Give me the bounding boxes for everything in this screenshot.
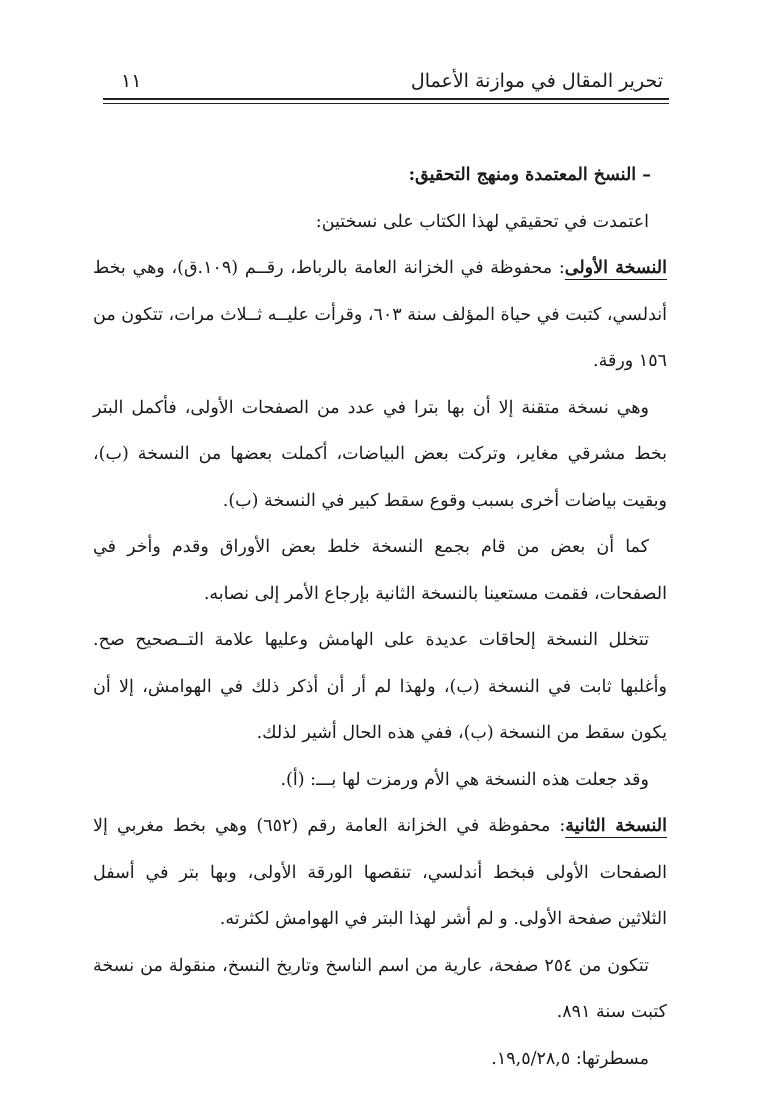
paragraph-3: كما أن بعض من قام بجمع النسخة خلط بعض الأوراق وقدم وأخر في الصفحات، فقمت مستعينا بالنسخة الثانية بإرجاع الأمر إلى نصابه.	[93, 537, 667, 604]
section-heading: – النسخ المعتمدة ومنهج التحقيق:	[408, 165, 651, 185]
first-copy-text: : محفوظة في الخزانة العامة بالرباط، رقــم (١٠٩.ق)، وهي بخط أندلسي، كتبت في حياة المؤلف سنة ٦٠٣، وقرأت عليــه ثــلاث مرات، تتكون من ١٥٦ ورقة.	[93, 258, 667, 371]
header-title: تحرير المقال في موازنة الأعمال	[410, 70, 663, 92]
paragraph-8: مسطرتها: ١٩,٥/٢٨,٥.	[491, 1048, 649, 1069]
running-header	[103, 62, 669, 102]
second-copy-label: النسخة الثانية	[565, 816, 668, 836]
paragraph-first-copy	[93, 245, 667, 385]
paragraph-second-copy	[93, 803, 667, 943]
second-copy-text: : محفوظة في الخزانة العامة رقم (٦٥٢) وهي بخط مغربي إلا الصفحات الأولى فبخط أندلسي، تنقصها الورقة الأولى، وبها بتر في أسفل الثلاثين صفحة الأولى. و لم أشر لهذا البتر في الهوامش لكثرته.	[93, 816, 667, 929]
first-copy-label: النسخة الأولى	[564, 258, 667, 278]
paragraph-7: تتكون من ٢٥٤ صفحة، عارية من اسم الناسخ وتاريخ النسخ، منقولة من نسخة كتبت سنة ٨٩١.	[93, 955, 667, 1022]
paragraph-4: تتخلل النسخة إلحاقات عديدة على الهامش وعليها علامة التــصحيح صح. وأغلبها ثابت في النسخة (ب)، ولهذا لم أر أن أذكر ذلك في الهوامش، إلا أن يكون سقط من النسخة (ب)، ففي هذه الحال أشير لذلك.	[93, 630, 667, 743]
page-number: ١١	[121, 70, 142, 92]
paragraph-5: وقد جعلت هذه النسخة هي الأم ورمزت لها بـــ: (أ).	[280, 769, 649, 790]
body-text	[93, 152, 667, 1082]
paragraph-2: وهي نسخة متقنة إلا أن بها بترا في عدد من الصفحات الأولى، فأكمل البتر بخط مشرقي مغاير، وتركت بعض البياضات، أكملت بعضها من النسخة (ب)، وبقيت بياضات أخرى بسبب وقوع سقط كبير في النسخة (ب).	[93, 397, 667, 511]
header-rule-thin	[103, 103, 669, 104]
header-rule	[103, 98, 669, 100]
paragraph-intro: اعتمدت في تحقيقي لهذا الكتاب على نسختين:	[315, 211, 649, 232]
